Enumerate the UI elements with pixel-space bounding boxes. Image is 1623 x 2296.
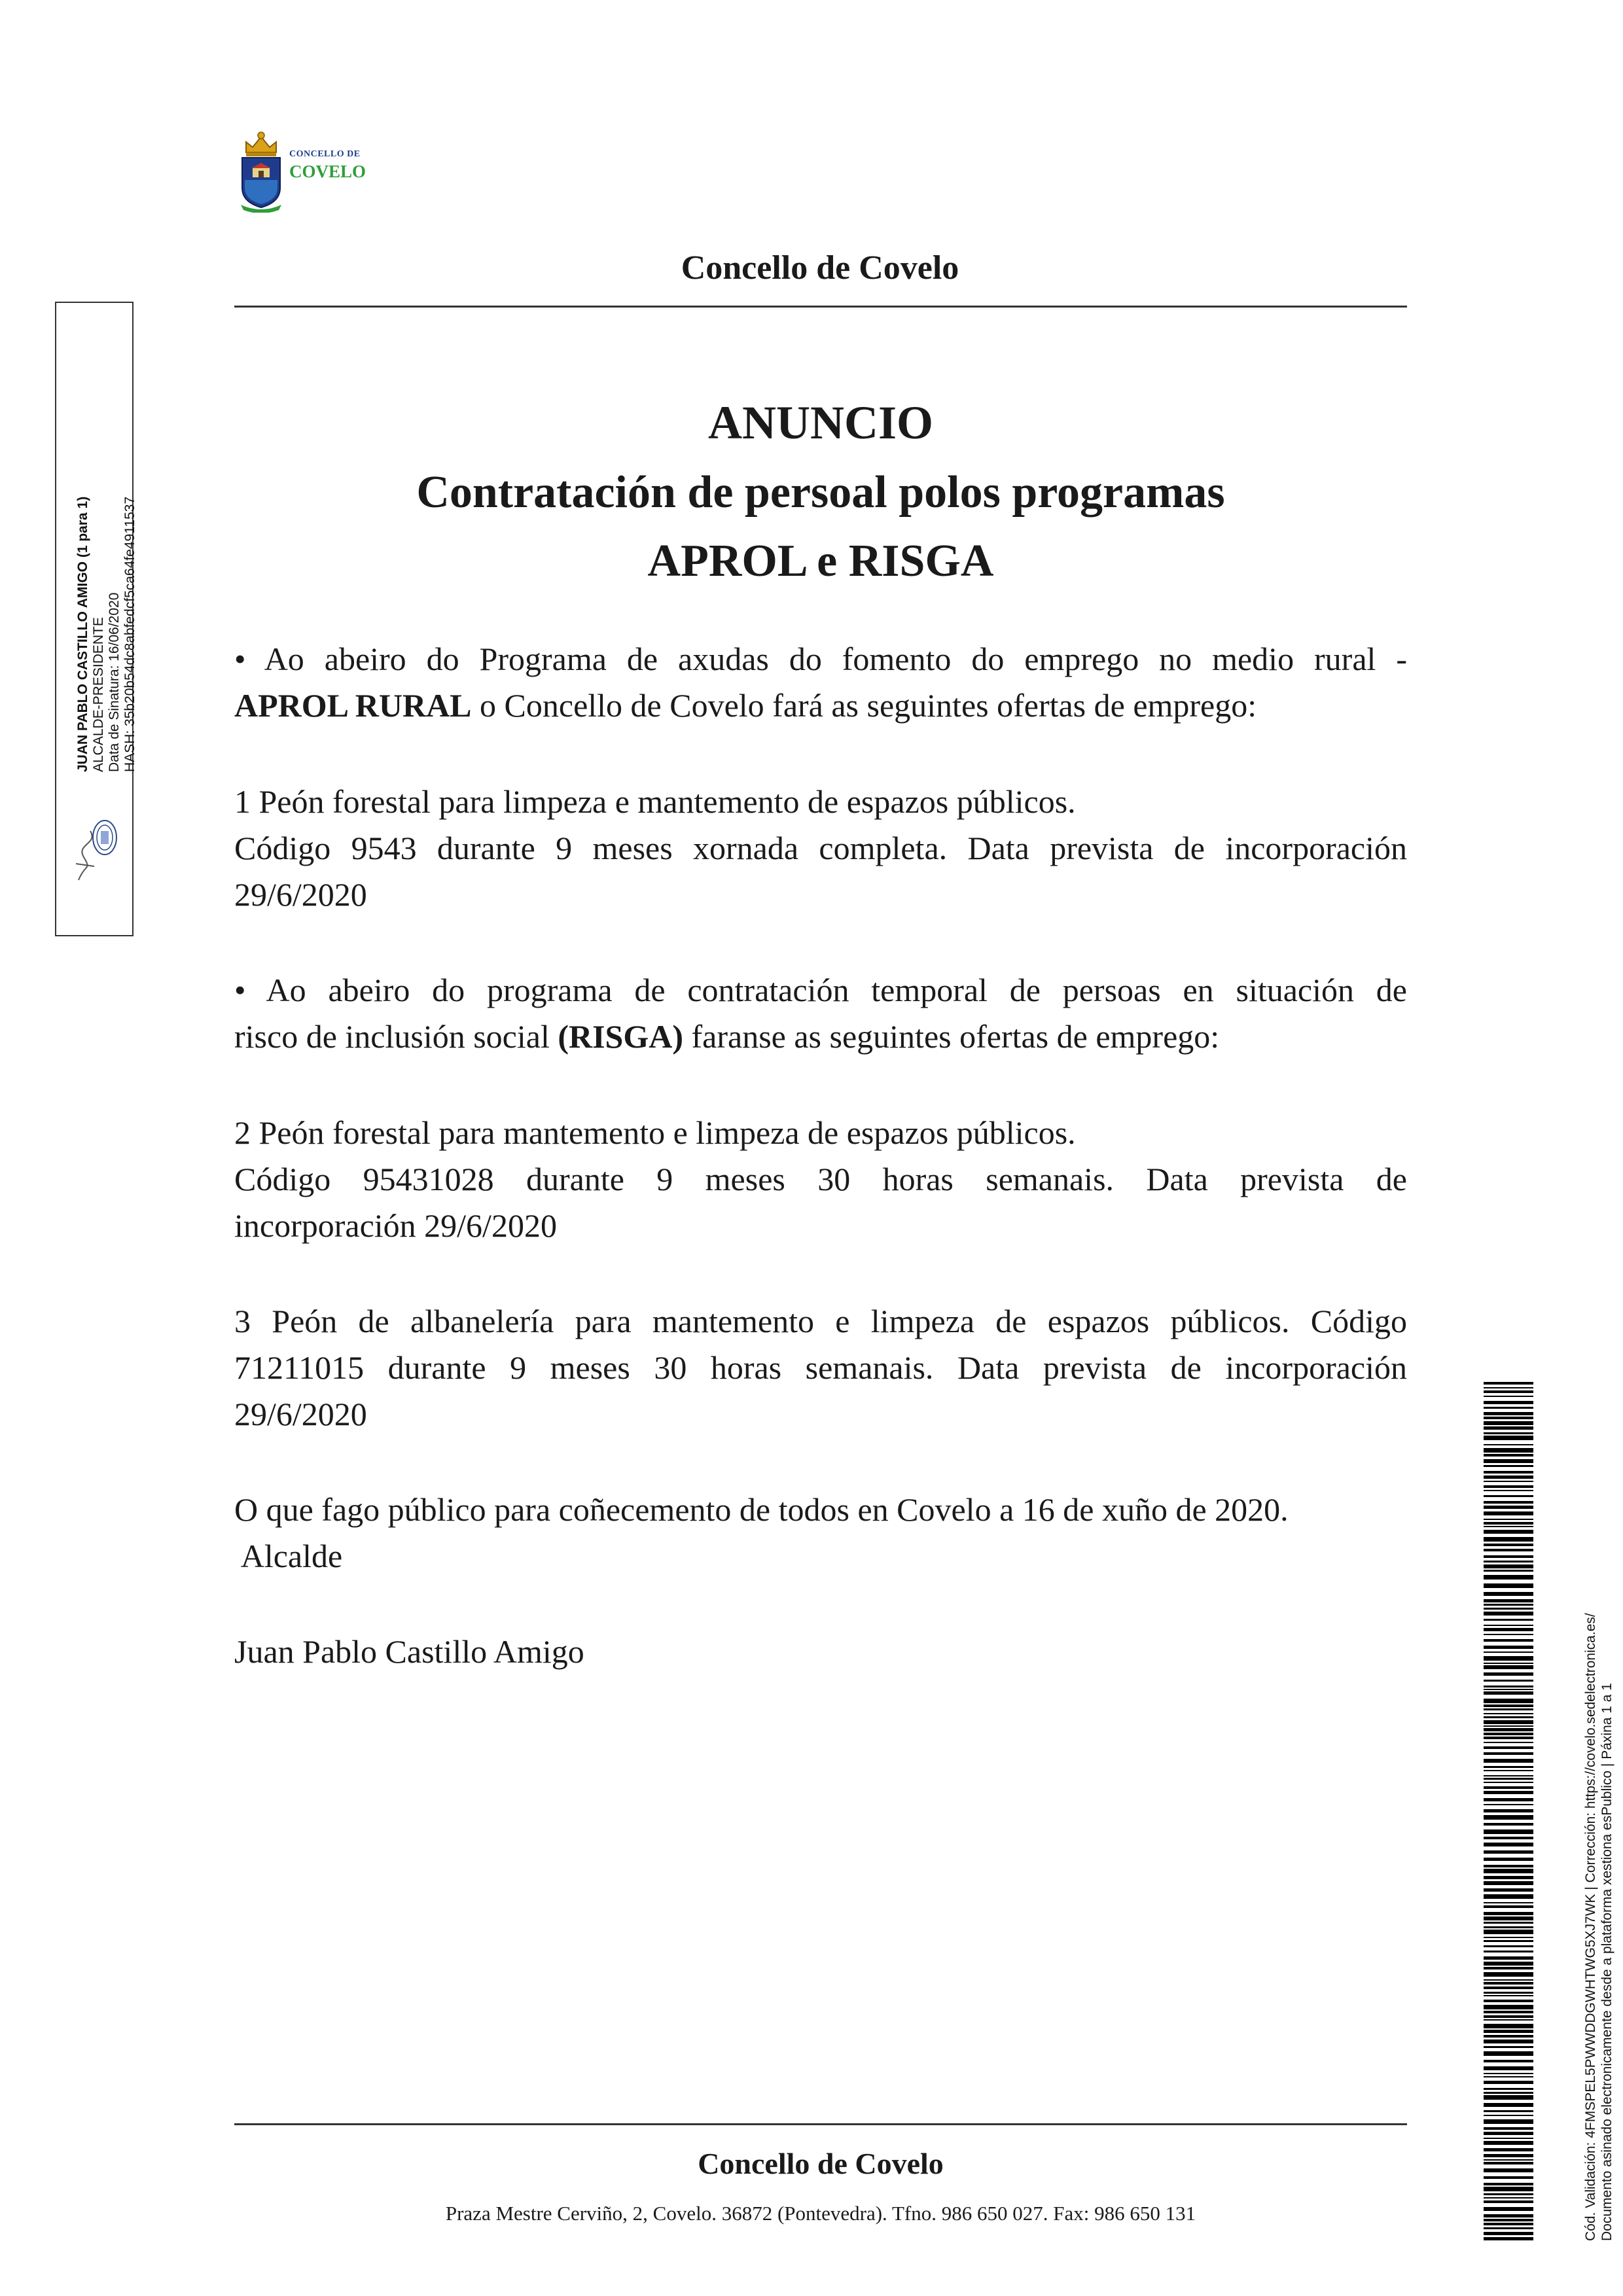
barcode-icon (1484, 1382, 1533, 2242)
footer-address: Praza Mestre Cerviño, 2, Covelo. 36872 (Pontevedra). Tfno. 986 650 027. Fax: 986 650 131 (445, 2202, 1196, 2225)
risga-label: (RISGA) (558, 1018, 684, 1055)
signature-date: Data de Sinatura: 16/06/2020 (107, 592, 122, 772)
offer-3-line3: 29/6/2020 (234, 1396, 367, 1432)
logo-subtitle: CONCELLO DE (289, 149, 361, 159)
offer-2-line1: 2 Peón forestal para mantemento e limpeza de espazos públicos. (234, 1114, 1076, 1151)
validation-text (1582, 1377, 1615, 2241)
paragraph-risga-line2 (234, 1014, 1407, 1060)
signature-signer: JUAN PABLO CASTILLO AMIGO (1 para 1) (75, 496, 90, 772)
validation-platform: Documento asinado electronicamente desde a plataforma xestiona esPublico | Páxina 1 a 1 (1599, 1683, 1614, 2241)
closing-statement: O que fago público para coñecemento de todos en Covelo a 16 de xuño de 2020. (234, 1491, 1289, 1528)
signature-role: ALCALDE-PRESIDENTE (91, 617, 106, 772)
document-title: ANUNCIO (707, 397, 933, 449)
paragraph-aprol-line2 (234, 682, 1407, 729)
document-subtitle-line2: APROL e RISGA (647, 536, 994, 586)
signer-role: Alcalde (234, 1538, 343, 1574)
council-logo (237, 128, 387, 213)
logo-name: COVELO (289, 162, 366, 181)
document-subtitle-line1: Contratación de persoal polos programas (416, 467, 1225, 518)
footer-divider (234, 2123, 1407, 2125)
offer-1-line1: 1 Peón forestal para limpeza e mantemento de espazos públicos. (234, 783, 1076, 820)
validation-code: Cód. Validación: 4FMSPEL5PWWDDGWHTWG5XJ7WK | Corrección: https://covelo.sedelectronica.es/ (1583, 1613, 1598, 2241)
risga-pre-text: risco de inclusión social (234, 1018, 558, 1055)
paragraph-aprol-line1: • Ao abeiro do Programa de axudas do fomento do emprego no medio rural - (234, 641, 1407, 677)
offer-2-line2: Código 95431028 durante 9 meses 30 horas semanais. Data prevista de (234, 1161, 1407, 1197)
aprol-rural-label: APROL RURAL (234, 687, 472, 724)
offer-3-line1: 3 Peón de albanelería para mantemento e limpeza de espazos públicos. Código (234, 1303, 1407, 1339)
signature-text (75, 432, 138, 772)
risga-post-text: faranse as seguintes ofertas de emprego: (683, 1018, 1220, 1055)
coat-of-arms-icon (237, 128, 286, 213)
offer-1-line3: 29/6/2020 (234, 876, 367, 913)
paragraph-risga-line1: • Ao abeiro do programa de contratación temporal de persoas en situación de (234, 972, 1407, 1008)
offer-2-line3: incorporación 29/6/2020 (234, 1207, 557, 1244)
footer-title: Concello de Covelo (698, 2147, 944, 2180)
header-divider (234, 306, 1407, 308)
signer-name: Juan Pablo Castillo Amigo (234, 1633, 584, 1670)
aprol-rest-text: o Concello de Covelo fará as seguintes ofertas de emprego: (471, 687, 1257, 724)
signature-seal-icon (72, 818, 118, 890)
page-header-title: Concello de Covelo (681, 249, 959, 287)
signature-hash: HASH: 35b20b54dc8abfedcf5ca64fe4911537 (122, 496, 137, 772)
offer-1-line2: Código 9543 durante 9 meses xornada completa. Data prevista de incorporación (234, 830, 1407, 866)
offer-3-line2: 71211015 durante 9 meses 30 horas semanais. Data prevista de incorporación (234, 1349, 1407, 1386)
